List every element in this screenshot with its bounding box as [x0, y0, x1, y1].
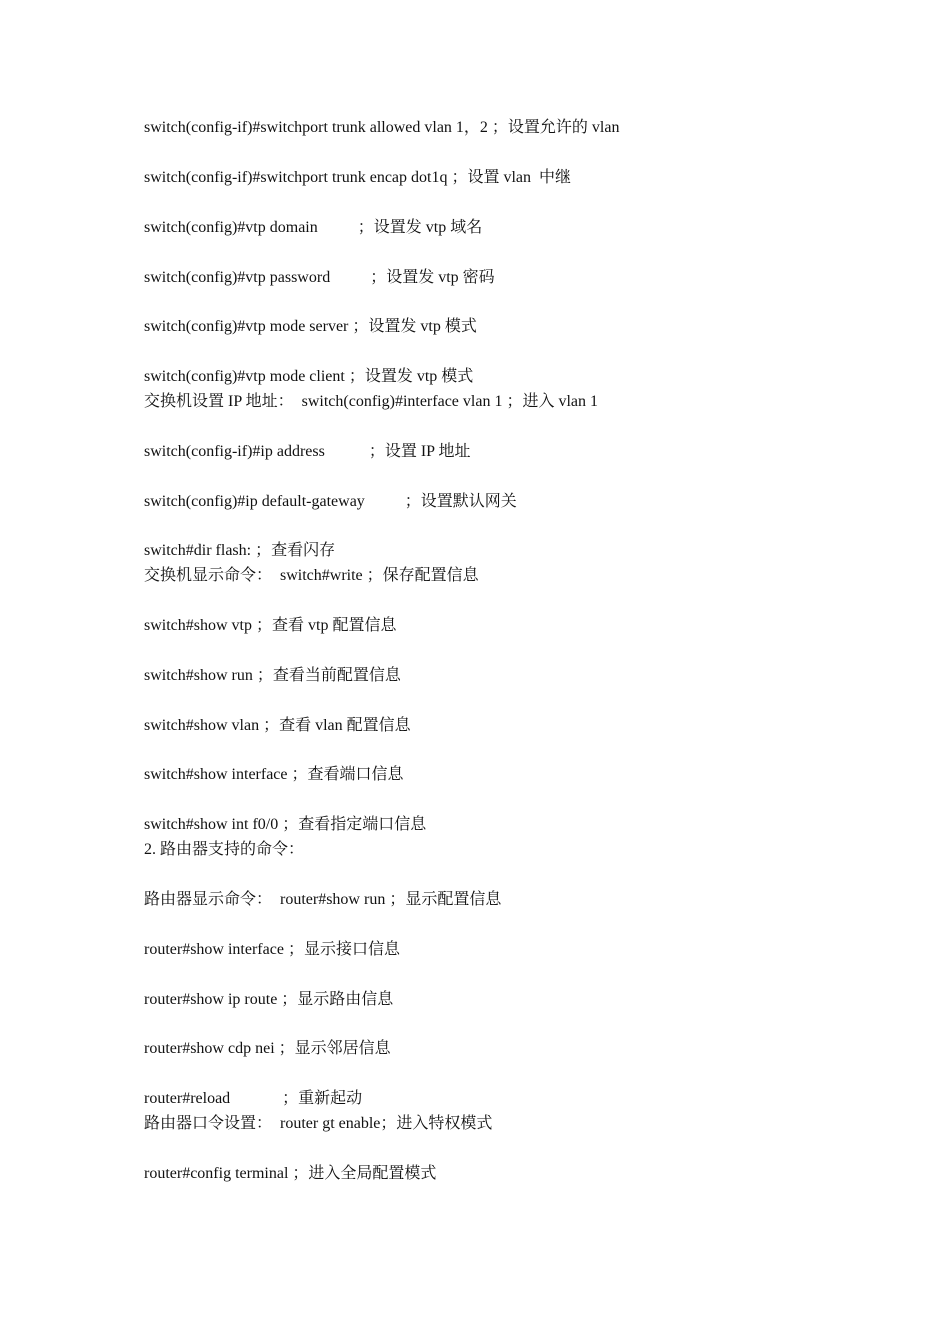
text-line: switch(config)#vtp domain ；设置发 vtp 域名 — [144, 219, 483, 236]
text-line: switch(config-if)#switchport trunk allowed vlan 1，2 ；设置允许的 vlan — [144, 119, 620, 136]
text-line: 路由器口令设置： router gt enable；进入特权模式 — [144, 1115, 493, 1132]
text-line: router#config terminal ；进入全局配置模式 — [144, 1165, 437, 1182]
text-line: switch#show interface ；查看端口信息 — [144, 766, 404, 783]
text-line: router#show interface ；显示接口信息 — [144, 941, 400, 958]
text-line: switch(config)#vtp mode server ；设置发 vtp 模式 — [144, 318, 477, 335]
text-line: switch#dir flash: ；查看闪存 — [144, 542, 336, 559]
text-line: switch(config)#vtp mode client ；设置发 vtp 模式 — [144, 368, 474, 385]
text-line: 路由器显示命令： router#show run ；显示配置信息 — [144, 891, 502, 908]
text-line: switch#show vlan ；查看 vlan 配置信息 — [144, 717, 411, 734]
text-line: switch(config)#ip default-gateway ；设置默认网关 — [144, 493, 517, 510]
section-heading: 2. 路由器支持的命令： — [144, 841, 305, 858]
text-line: switch(config)#vtp password ；设置发 vtp 密码 — [144, 269, 495, 286]
text-line: router#show cdp nei ；显示邻居信息 — [144, 1040, 391, 1057]
text-line: 交换机设置 IP 地址： switch(config)#interface vlan 1 ；进入 vlan 1 — [144, 393, 598, 410]
text-line: switch#show run ；查看当前配置信息 — [144, 667, 401, 684]
text-line: switch(config-if)#switchport trunk encap dot1q ；设置 vlan 中继 — [144, 169, 572, 186]
text-line: switch(config-if)#ip address ；设置 IP 地址 — [144, 443, 471, 460]
text-line: switch#show int f0/0 ；查看指定端口信息 — [144, 816, 427, 833]
text-line: router#show ip route ；显示路由信息 — [144, 991, 394, 1008]
text-line: router#reload ；重新起动 — [144, 1090, 363, 1107]
text-line: switch#show vtp ；查看 vtp 配置信息 — [144, 617, 397, 634]
text-line: 交换机显示命令： switch#write ；保存配置信息 — [144, 567, 479, 584]
